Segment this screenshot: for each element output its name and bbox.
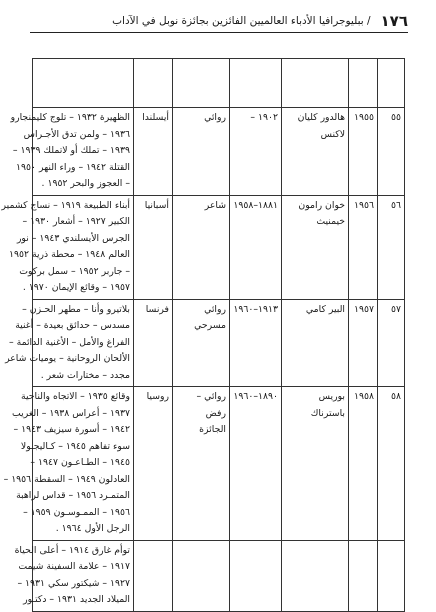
table-row — [33, 299, 405, 387]
table-row — [33, 540, 405, 611]
country-cell — [134, 59, 173, 108]
work-line: أبناء الطبيعة ١٩١٩ – نساج كشمير — [1, 199, 130, 211]
country-cell: فرنسا — [134, 299, 173, 387]
work-line: الجرس الأيسلندي ١٩٤٣ – نور — [16, 232, 130, 244]
page-number: ١٧٦ — [380, 12, 408, 30]
award-year-cell: ١٩٥٨ — [349, 387, 378, 541]
works-cell — [5, 299, 134, 387]
award-year-cell: ١٩٥٦ — [349, 195, 378, 299]
life-dates-cell — [230, 59, 282, 108]
life-dates-cell: ١٩٠٢ – — [230, 108, 282, 196]
entry-number-cell: ٥٥ — [378, 108, 405, 196]
work-line: العالم ١٩٤٨ – محطة ذرية ١٩٥٢ — [9, 249, 130, 260]
works-cell — [10, 108, 134, 196]
award-year-cell: ١٩٥٥ — [349, 108, 378, 196]
table-row — [33, 108, 405, 196]
header-rule — [30, 32, 408, 33]
work-line: ١٩٤٥ – الطـاعـون ١٩٤٧ – — [30, 457, 130, 468]
work-line: سوء تفاهم ١٩٤٥ – كـاليجـولا — [20, 440, 130, 452]
work-line: الرجل الأول ١٩٦٤ . — [55, 523, 130, 534]
work-line: ١٩٣٩ – تملك أو لاتملك ١٩٣٩ – — [12, 145, 130, 156]
works-cell — [3, 387, 134, 541]
life-dates-cell: ١٨٩٠–١٩٦٠ — [230, 387, 282, 541]
work-line: ١٩٤٢ – أسورة سيزيف ١٩٤٣ – — [13, 424, 130, 435]
author-name-cell: بوريس باسترناك — [282, 387, 349, 541]
entry-number-cell — [378, 540, 405, 611]
bibliography-table — [1, 58, 405, 612]
entry-number-cell: ٥٦ — [378, 195, 405, 299]
genre-cell: شاعر — [173, 195, 230, 299]
work-line: وقائع ١٩٣٥ – الاتجاه والناحية — [20, 391, 130, 402]
table-row — [33, 59, 405, 108]
work-line: مسدس – حدائق بعيدة – أغنية — [15, 320, 130, 331]
life-dates-cell: ١٨٨١–١٩٥٨ — [230, 195, 282, 299]
country-cell — [134, 540, 173, 611]
award-year-cell — [349, 540, 378, 611]
work-line: الألحان الروحانية – يوميات شاعر — [5, 353, 130, 364]
work-line: الميلاد الجديد ١٩٣١ – دكتـور — [23, 594, 130, 605]
works-cell — [33, 59, 134, 108]
author-name-cell: خوان رامون خيمنيث — [282, 195, 349, 299]
author-name-cell — [282, 59, 349, 108]
work-line: ١٩٢٧ – شيكتور سكي ١٩٣١ – — [17, 577, 130, 589]
running-title: / ببليوجرافيا الأدباء العالميين الفائزين بجائزة نوبل في الآداب — [112, 15, 371, 27]
work-line: ١٩٥٧ – وقائع الإيمان ١٩٧٠ . — [22, 282, 130, 293]
author-name-cell: هالدور كليان لاكنس — [282, 108, 349, 196]
work-line: العادلون ١٩٤٩ – السقطة ١٩٥٦ – — [3, 473, 130, 485]
work-line: ١٩٣٧ – أعراس ١٩٣٨ – الغريب — [12, 407, 130, 419]
work-line: الظهيرة ١٩٣٢ – تلوج كليمنجارو — [10, 112, 130, 123]
work-line: ١٩٣٦ – ولمن تدق الأجـراس — [23, 128, 130, 140]
works-cell — [1, 195, 134, 299]
author-name-cell: البير كامي — [282, 299, 349, 387]
work-line: توأم غارق ١٩١٤ – أعلى الحياة — [14, 544, 130, 556]
work-line: – جاربر ١٩٥٢ – سمل بركوت — [19, 265, 130, 277]
entry-number-cell: ٥٨ — [378, 387, 405, 541]
award-year-cell — [349, 59, 378, 108]
life-dates-cell — [230, 540, 282, 611]
life-dates-cell: ١٩١٣–١٩٦٠ — [230, 299, 282, 387]
genre-cell: روائي مسرحي — [173, 299, 230, 387]
work-line: مجدد – مختارات شعر . — [40, 369, 130, 381]
entry-number-cell — [378, 59, 405, 108]
work-line: ١٩١٧ – علامة السفينة شيمت — [18, 561, 130, 572]
entry-number-cell: ٥٧ — [378, 299, 405, 387]
author-name-cell — [282, 540, 349, 611]
work-line: ١٩٥٦ – الممـوسـون ١٩٥٩ – — [23, 506, 130, 518]
genre-cell: روائي — [173, 108, 230, 196]
table-row — [33, 387, 405, 541]
page-header — [30, 10, 408, 32]
award-year-cell: ١٩٥٧ — [349, 299, 378, 387]
work-line: بلاتيرو وأنا – مطهر الحـزن – — [22, 303, 130, 315]
works-cell — [14, 540, 134, 611]
genre-cell — [173, 540, 230, 611]
work-line: الفراغ والأمل – الأغنية الدائمة – — [8, 336, 130, 348]
genre-cell — [173, 59, 230, 108]
table-row — [33, 195, 405, 299]
genre-cell: روائي – رفض الجائزة — [173, 387, 230, 541]
work-line: القتلة ١٩٤٢ – وراء النهر ١٩٥٠ — [16, 161, 130, 173]
country-cell: أيسلندا — [134, 108, 173, 196]
country-cell: روسيا — [134, 387, 173, 541]
work-line: الكبير ١٩٢٧ – أشعار ١٩٣٠ – — [22, 216, 130, 227]
work-line: – العجوز والبحر ١٩٥٢ . — [41, 178, 130, 189]
country-cell: أسبانيا — [134, 195, 173, 299]
work-line: المتمـرد ١٩٥٦ – قداس لراهبة — [16, 490, 130, 501]
